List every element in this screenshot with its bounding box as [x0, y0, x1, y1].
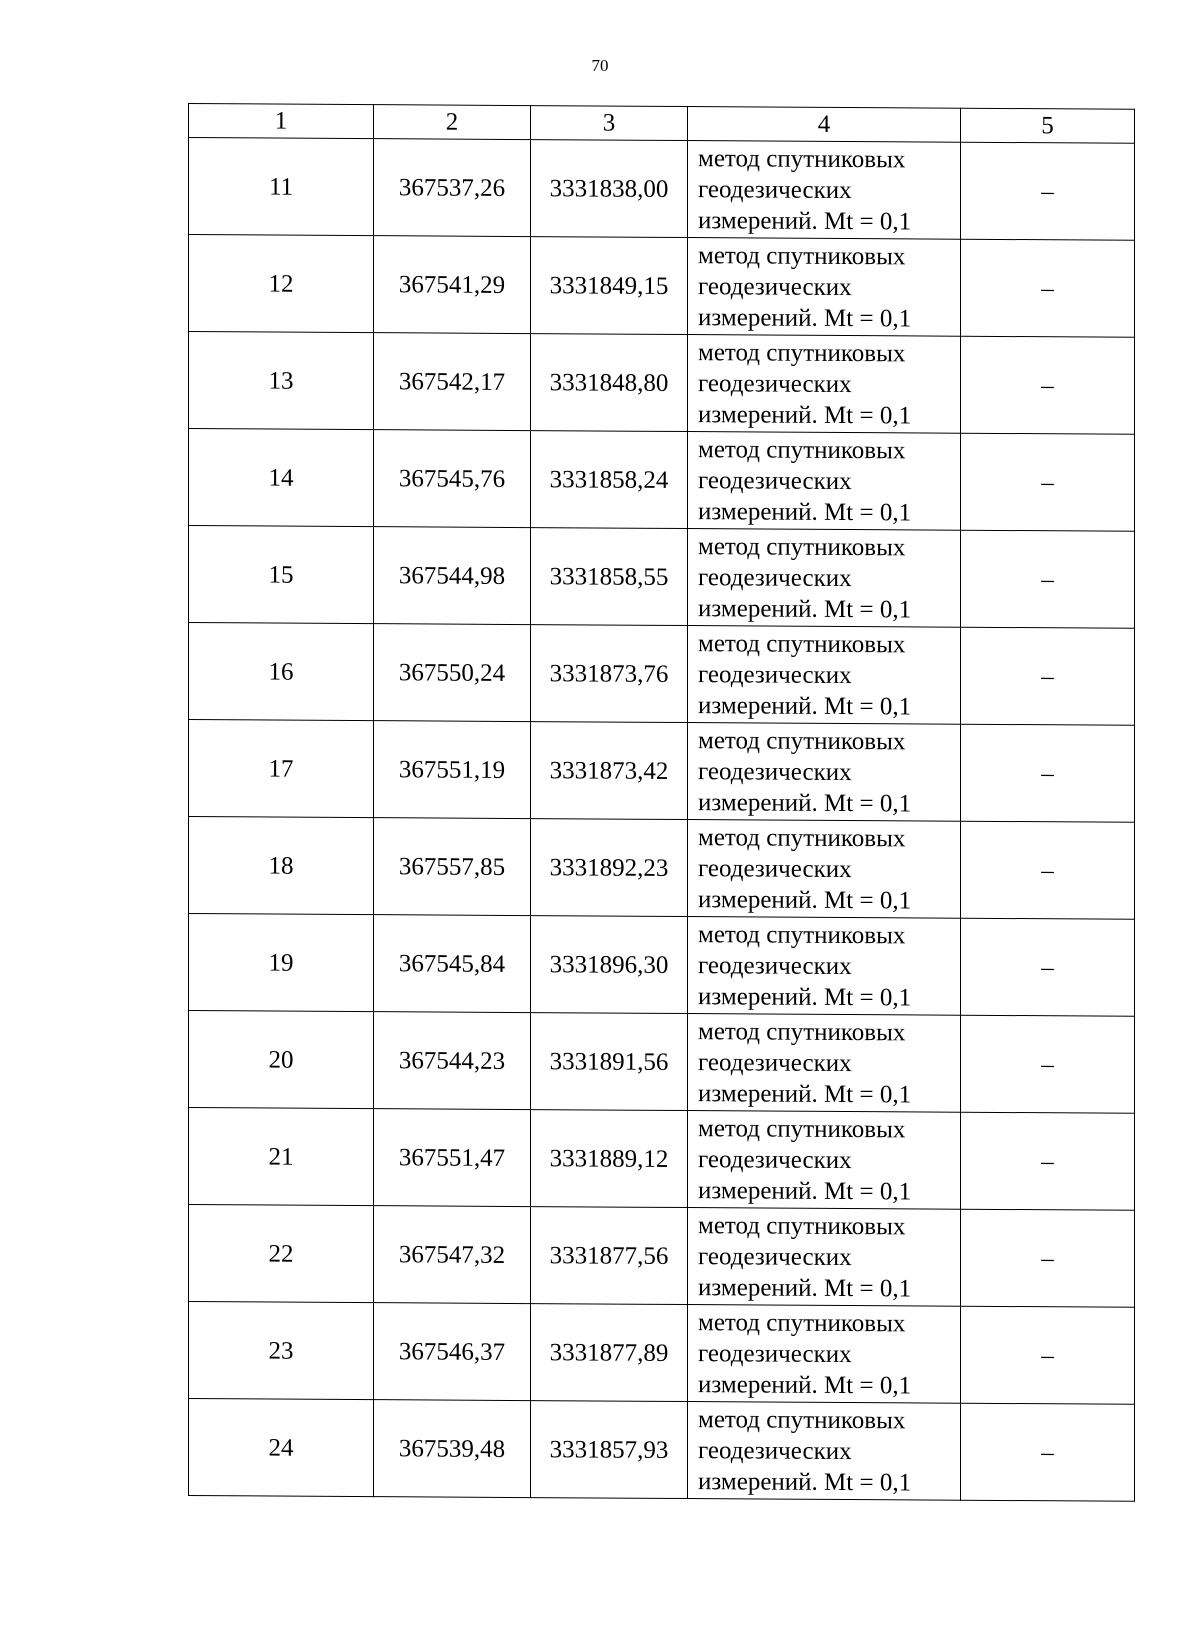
method-line: геодезических	[698, 1242, 852, 1271]
coordinates-table	[188, 103, 1135, 1502]
method-line: метод спутниковых	[698, 726, 906, 755]
table-row	[189, 235, 1135, 338]
method-cell	[688, 917, 961, 1016]
table-row	[189, 332, 1135, 435]
table-row	[189, 1205, 1135, 1308]
y-coordinate-cell: 3331892,23	[531, 819, 688, 917]
column-5-cell: –	[961, 239, 1135, 337]
method-line: метод спутниковых	[698, 1405, 906, 1434]
point-number-cell: 19	[189, 914, 374, 1012]
table-body	[189, 104, 1135, 1502]
method-line: метод спутниковых	[698, 338, 906, 367]
x-coordinate-cell: 367557,85	[374, 818, 531, 916]
method-line: метод спутниковых	[698, 920, 906, 949]
method-line: геодезических	[698, 1436, 852, 1465]
method-line: измерений. Mt = 0,1	[698, 400, 912, 429]
point-number-cell: 14	[189, 429, 374, 527]
method-cell	[688, 1014, 961, 1113]
header-cell-5: 5	[961, 108, 1135, 143]
point-number-cell: 21	[189, 1108, 374, 1206]
header-cell-2: 2	[374, 105, 531, 140]
method-line: метод спутниковых	[698, 1308, 906, 1337]
method-cell	[688, 626, 961, 725]
method-line: геодезических	[698, 563, 852, 592]
column-5-cell: –	[961, 142, 1135, 240]
table-row	[189, 1302, 1135, 1405]
method-line: измерений. Mt = 0,1	[698, 303, 912, 332]
table-row	[189, 817, 1135, 920]
method-cell	[688, 1305, 961, 1404]
method-line: метод спутниковых	[698, 241, 906, 270]
method-line: геодезических	[698, 951, 852, 980]
method-line: измерений. Mt = 0,1	[698, 885, 912, 914]
method-line: измерений. Mt = 0,1	[698, 594, 912, 623]
method-line: метод спутниковых	[698, 144, 906, 173]
method-line: измерений. Mt = 0,1	[698, 1273, 912, 1302]
method-line: измерений. Mt = 0,1	[698, 788, 912, 817]
method-line: метод спутниковых	[698, 435, 906, 464]
table-row	[189, 720, 1135, 823]
x-coordinate-cell: 367547,32	[374, 1206, 531, 1304]
method-cell	[688, 238, 961, 337]
method-line: геодезических	[698, 369, 852, 398]
column-5-cell: –	[961, 1015, 1135, 1113]
method-cell	[688, 529, 961, 628]
method-line: измерений. Mt = 0,1	[698, 1176, 912, 1205]
x-coordinate-cell: 367545,76	[374, 430, 531, 528]
page-number: 70	[591, 56, 609, 75]
method-cell	[688, 820, 961, 919]
y-coordinate-cell: 3331877,89	[531, 1304, 688, 1402]
header-cell-4: 4	[688, 107, 961, 143]
method-line: измерений. Mt = 0,1	[698, 1079, 912, 1108]
point-number-cell: 15	[189, 526, 374, 624]
table-row	[189, 429, 1135, 532]
method-line: измерений. Mt = 0,1	[698, 1370, 912, 1399]
x-coordinate-cell: 367537,26	[374, 139, 531, 237]
method-line: измерений. Mt = 0,1	[698, 206, 912, 235]
x-coordinate-cell: 367551,47	[374, 1109, 531, 1207]
header-row	[189, 104, 1135, 144]
y-coordinate-cell: 3331848,80	[531, 334, 688, 432]
method-cell	[688, 141, 961, 240]
y-coordinate-cell: 3331857,93	[531, 1401, 688, 1499]
column-5-cell: –	[961, 1209, 1135, 1307]
method-line: метод спутниковых	[698, 1114, 906, 1143]
table-row	[189, 1399, 1135, 1502]
point-number-cell: 16	[189, 623, 374, 721]
method-cell	[688, 1111, 961, 1210]
table-row	[189, 138, 1135, 241]
method-line: измерений. Mt = 0,1	[698, 982, 912, 1011]
point-number-cell: 12	[189, 235, 374, 333]
point-number-cell: 24	[189, 1399, 374, 1497]
method-line: геодезических	[698, 272, 852, 301]
point-number-cell: 22	[189, 1205, 374, 1303]
table-row	[189, 1011, 1135, 1114]
table-row	[189, 526, 1135, 629]
x-coordinate-cell: 367541,29	[374, 236, 531, 334]
y-coordinate-cell: 3331891,56	[531, 1013, 688, 1111]
x-coordinate-cell: 367551,19	[374, 721, 531, 819]
table-row	[189, 914, 1135, 1017]
method-line: метод спутниковых	[698, 1211, 906, 1240]
y-coordinate-cell: 3331858,24	[531, 431, 688, 529]
header-cell-1: 1	[189, 104, 374, 139]
method-line: геодезических	[698, 1048, 852, 1077]
method-line: геодезических	[698, 660, 852, 689]
method-cell	[688, 432, 961, 531]
point-number-cell: 23	[189, 1302, 374, 1400]
column-5-cell: –	[961, 918, 1135, 1016]
point-number-cell: 20	[189, 1011, 374, 1109]
x-coordinate-cell: 367542,17	[374, 333, 531, 431]
method-line: геодезических	[698, 854, 852, 883]
method-line: геодезических	[698, 757, 852, 786]
method-line: метод спутниковых	[698, 629, 906, 658]
column-5-cell: –	[961, 724, 1135, 822]
x-coordinate-cell: 367545,84	[374, 915, 531, 1013]
y-coordinate-cell: 3331873,42	[531, 722, 688, 820]
method-cell	[688, 1402, 961, 1501]
x-coordinate-cell: 367546,37	[374, 1303, 531, 1401]
column-5-cell: –	[961, 433, 1135, 531]
method-line: геодезических	[698, 1145, 852, 1174]
method-line: измерений. Mt = 0,1	[698, 691, 912, 720]
method-line: геодезических	[698, 1339, 852, 1368]
column-5-cell: –	[961, 1403, 1135, 1501]
method-line: метод спутниковых	[698, 1017, 906, 1046]
header-cell-3: 3	[531, 106, 688, 141]
column-5-cell: –	[961, 821, 1135, 919]
method-line: метод спутниковых	[698, 532, 906, 561]
point-number-cell: 18	[189, 817, 374, 915]
method-line: измерений. Mt = 0,1	[698, 497, 912, 526]
x-coordinate-cell: 367539,48	[374, 1400, 531, 1498]
table-row	[189, 623, 1135, 726]
y-coordinate-cell: 3331873,76	[531, 625, 688, 723]
y-coordinate-cell: 3331858,55	[531, 528, 688, 626]
table-row	[189, 1108, 1135, 1211]
x-coordinate-cell: 367550,24	[374, 624, 531, 722]
method-line: измерений. Mt = 0,1	[698, 1467, 912, 1496]
column-5-cell: –	[961, 530, 1135, 628]
method-line: метод спутниковых	[698, 823, 906, 852]
method-cell	[688, 1208, 961, 1307]
method-line: геодезических	[698, 175, 852, 204]
method-cell	[688, 723, 961, 822]
x-coordinate-cell: 367544,98	[374, 527, 531, 625]
point-number-cell: 17	[189, 720, 374, 818]
y-coordinate-cell: 3331889,12	[531, 1110, 688, 1208]
method-cell	[688, 335, 961, 434]
point-number-cell: 11	[189, 138, 374, 236]
y-coordinate-cell: 3331877,56	[531, 1207, 688, 1305]
method-line: геодезических	[698, 466, 852, 495]
x-coordinate-cell: 367544,23	[374, 1012, 531, 1110]
column-5-cell: –	[961, 1112, 1135, 1210]
column-5-cell: –	[961, 336, 1135, 434]
y-coordinate-cell: 3331838,00	[531, 140, 688, 238]
y-coordinate-cell: 3331896,30	[531, 916, 688, 1014]
y-coordinate-cell: 3331849,15	[531, 237, 688, 335]
column-5-cell: –	[961, 1306, 1135, 1404]
column-5-cell: –	[961, 627, 1135, 725]
point-number-cell: 13	[189, 332, 374, 430]
